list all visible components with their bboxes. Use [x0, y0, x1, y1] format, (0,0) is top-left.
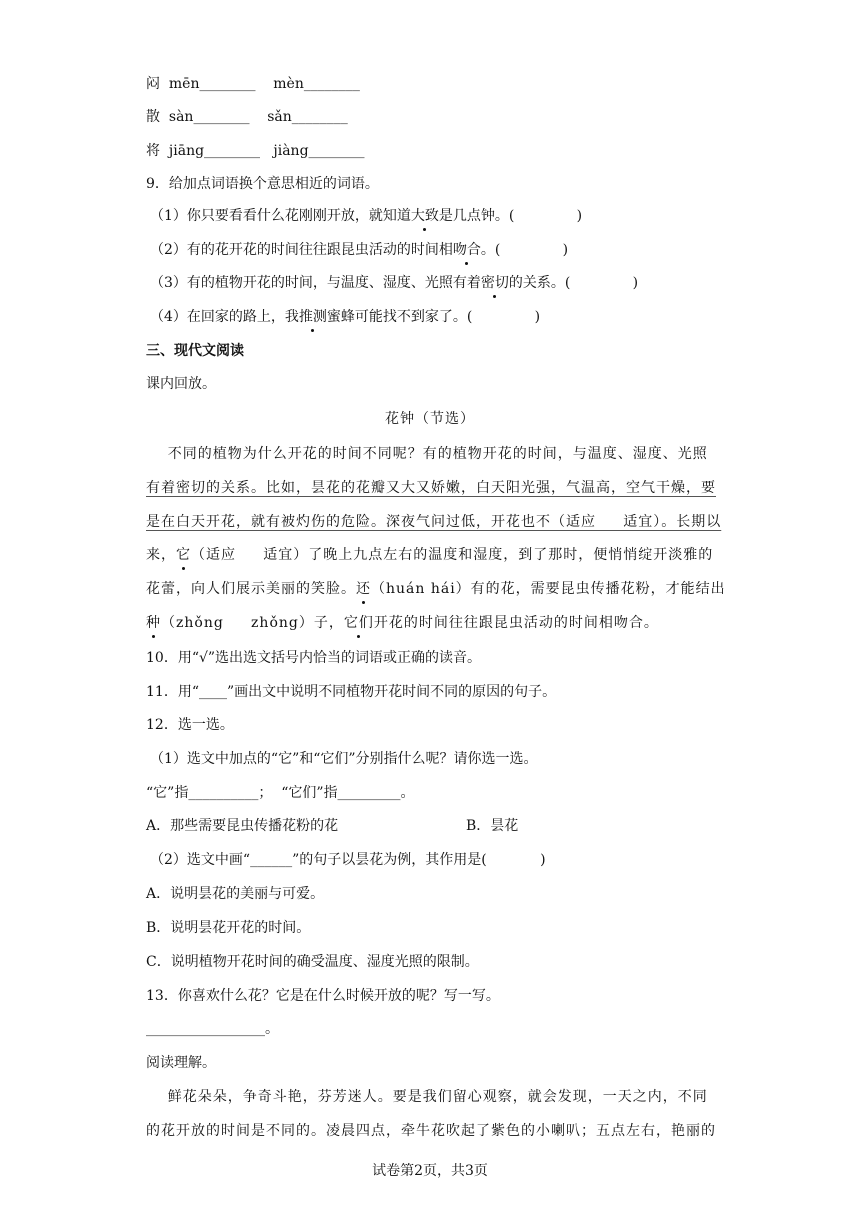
dotted-word: 它们 [343, 615, 374, 631]
option-c: C．说明植物开花时间的确受温度、湿度光照的限制。 [146, 954, 479, 970]
question-9-3: （3）有的植物开花的时间，与温度、湿度、光照有着密切的关系。( ) [150, 275, 639, 291]
dotted-word: 它 [176, 547, 191, 563]
question-12-blank: “它”指__________； “它们”指_________。 [146, 785, 415, 801]
question-12-1: （1）选文中加点的“它”和“它们”分别指什么呢？请你选一选。 [150, 751, 538, 767]
passage-line: 种（zhǒng zhǒng）子，它们开花的时间往往跟昆虫活动的时间相吻合。 [146, 615, 659, 631]
pinyin-line-jiang: 将 jiāng________ jiàng________ [146, 143, 365, 159]
intro-text: 课内回放。 [146, 376, 216, 392]
question-10: 10．用“√”选出选文括号内恰当的词语或正确的读音。 [146, 650, 482, 666]
option-a: A．说明昙花的美丽与可爱。 [146, 886, 325, 902]
question-9-1: （1）你只要看看什么花刚刚开放，就知道大致是几点钟。( ) [150, 208, 583, 224]
dotted-word: 密切 [480, 275, 509, 291]
section-label: 阅读理解。 [146, 1055, 216, 1071]
question-13: 13．你喜欢什么花？它是在什么时候开放的呢？写一写。 [146, 988, 500, 1004]
question-9-2: （2）有的花开花的时间往往跟昆虫活动的时间相吻合。( ) [150, 242, 569, 258]
option-b: B．说明昙花开花的时间。 [146, 920, 311, 936]
question-12-2: （2）选文中画“______”的句子以昙花为例，其作用是( ) [150, 852, 546, 868]
dotted-word: 种 [146, 615, 161, 631]
passage-line: 来，它（适应 适宜）了晚上九点左右的温度和湿度，到了那时，便悄悄绽开淡雅的 [146, 547, 714, 563]
option-b: B．昙花 [466, 818, 519, 834]
passage-line: 是在白天开花，就有被灼伤的危险。深夜气问过低，开花也不（适应 适宜）。长期以 [146, 514, 722, 530]
answer-blank: _________________。 [146, 1021, 279, 1037]
passage-line: 鲜花朵朵，争奇斗艳，芬芳迷人。要是我们留心观察，就会发现，一天之内，不同 [146, 1089, 708, 1105]
passage-line: 不同的植物为什么开花的时间不同呢？有的植物开花的时间，与温度、湿度、光照 [146, 446, 708, 462]
question-9: 9．给加点词语换个意思相近的词语。 [146, 176, 379, 192]
question-9-4: （4）在回家的路上，我推测蜜蜂可能找不到家了。( ) [150, 309, 541, 325]
page-footer: 试卷第2页，共3页 [372, 1163, 488, 1179]
passage-line: 的花开放的时间是不同的。凌晨四点，牵牛花吹起了紫色的小喇叭；五点左右，艳丽的 [146, 1123, 716, 1139]
pinyin-line-san: 散 sàn________ sǎn________ [146, 109, 348, 125]
question-11: 11．用“____”画出文中说明不同植物开花时间不同的原因的句子。 [146, 684, 557, 700]
dotted-word: 推测 [298, 309, 327, 325]
dotted-word: 还 [356, 581, 371, 597]
passage-title: 花钟（节选） [385, 411, 475, 427]
question-12: 12．选一选。 [146, 717, 234, 733]
option-a: A．那些需要昆虫传播花粉的花 [146, 818, 339, 834]
passage-line: 花蕾，向人们展示美丽的笑脸。还（huán hái）有的花，需要昆虫传播花粉，才能结出 [146, 581, 726, 597]
passage-line: 有着密切的关系。比如，昙花的花瓣又大又娇嫩，白天阳光强，气温高，空气干燥，要 [146, 480, 716, 496]
section-heading: 三、现代文阅读 [146, 343, 244, 359]
pinyin-line-men: 闷 mēn________ mèn________ [146, 76, 360, 92]
dotted-word: 大致 [410, 208, 439, 224]
dotted-word: 吻合 [452, 242, 481, 258]
